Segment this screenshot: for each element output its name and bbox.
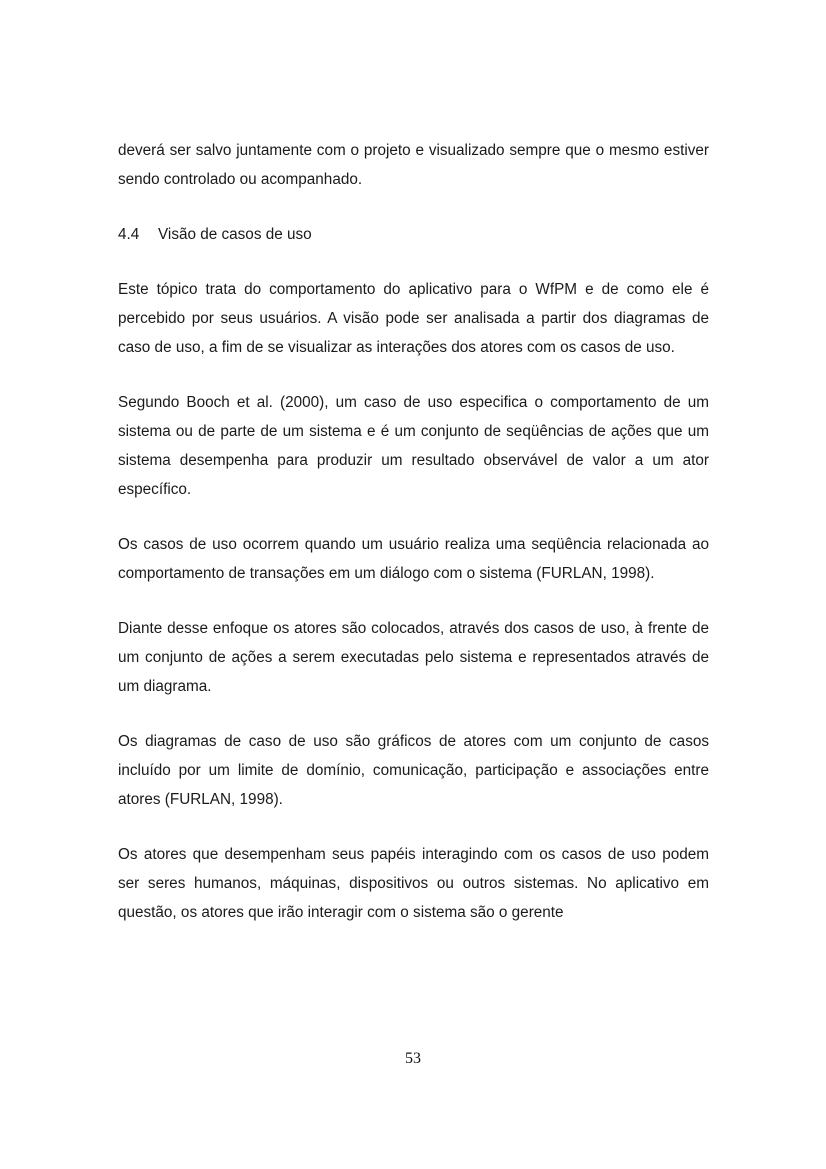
section-heading [118,220,709,249]
section-title: Visão de casos de uso [158,226,312,243]
section-number: 4.4 [118,226,140,243]
page-number: 53 [405,1050,421,1067]
paragraph: Segundo Booch et al. (2000), um caso de uso especifica o comportamento de um sistema ou de parte de um sistema e é um conjunto de seqüências de ações que um sistema desempenha para produzir um resultado observável de valor a um ator específico. [118,394,709,498]
paragraph: Os diagramas de caso de uso são gráficos de atores com um conjunto de casos incluído por um limite de domínio, comunicação, participação e associações entre atores (FURLAN, 1998). [118,733,709,808]
page-body [118,136,709,953]
paragraph: Este tópico trata do comportamento do aplicativo para o WfPM e de como ele é percebido por seus usuários. A visão pode ser analisada a partir dos diagramas de caso de uso, a fim de se visualizar as interações dos atores com os casos de uso. [118,281,709,356]
paragraph: Os casos de uso ocorrem quando um usuário realiza uma seqüência relacionada ao comportamento de transações em um diálogo com o sistema (FURLAN, 1998). [118,536,709,582]
paragraph: Diante desse enfoque os atores são colocados, através dos casos de uso, à frente de um conjunto de ações a serem executadas pelo sistema e representados através de um diagrama. [118,620,709,695]
paragraph: Os atores que desempenham seus papéis interagindo com os casos de uso podem ser seres humanos, máquinas, dispositivos ou outros sistemas. No aplicativo em questão, os atores que irão interagir com o sistema são o gerente [118,846,709,921]
continued-paragraph: deverá ser salvo juntamente com o projeto e visualizado sempre que o mesmo estiver sendo controlado ou acompanhado. [118,142,709,188]
